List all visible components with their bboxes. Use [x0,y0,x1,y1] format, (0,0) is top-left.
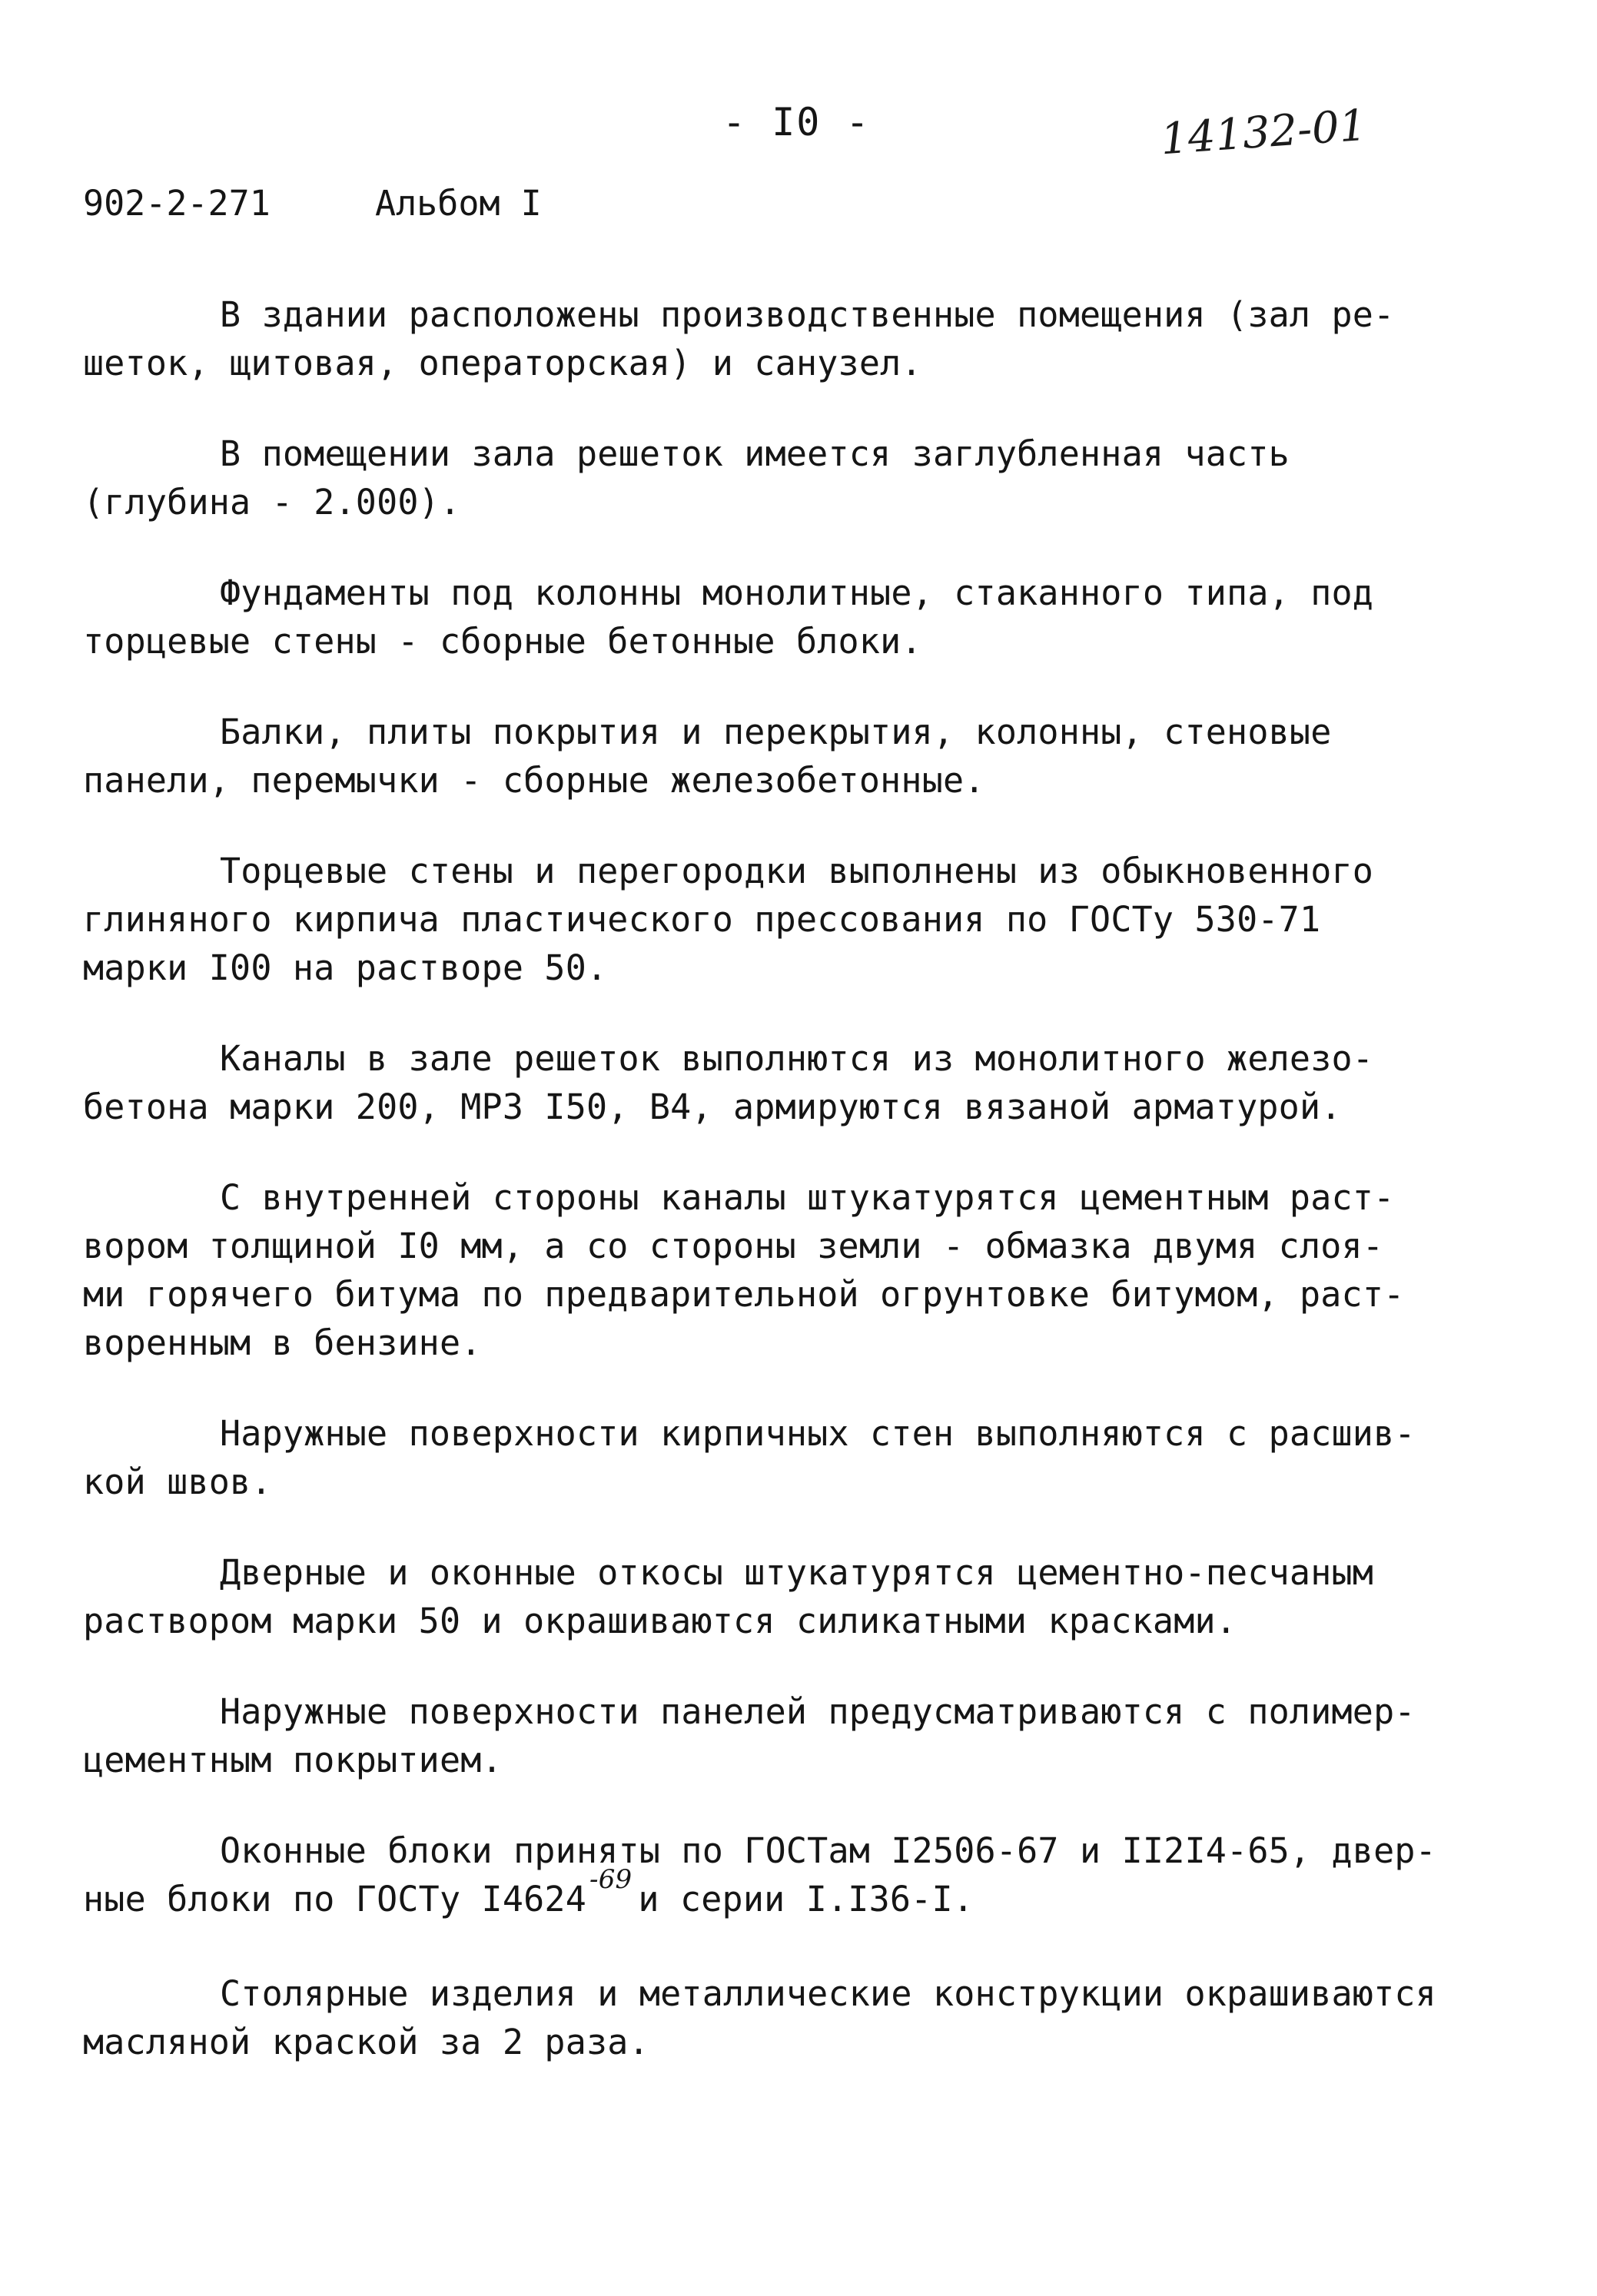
text-line: (глубина - 2.000). [83,482,461,523]
text-line: кой швов. [83,1462,272,1502]
paragraph [83,290,1528,387]
text-line: панели, перемычки - сборные железобетонные. [83,760,985,801]
paragraph [83,708,1528,805]
text-line: В помещении зала решеток имеется заглубленная часть [220,433,1290,474]
text-line: раствором марки 50 и окрашиваются силикатными красками. [83,1601,1237,1641]
text-line: марки I00 на растворе 50. [83,947,608,988]
paragraph [83,569,1528,665]
text-line: Столярные изделия и металлические конструкции окрашиваются [220,1973,1436,2014]
text-line: торцевые стены - сборные бетонные блоки. [83,621,922,662]
text-line: вором толщиной I0 мм, а со стороны земли - обмазка двумя слоя- [83,1226,1384,1266]
paragraph [83,1034,1528,1131]
text-line: Оконные блоки приняты по ГОСТам I2506-67 и II2I4-65, двер- [220,1830,1436,1871]
text-line: В здании расположены производственные помещения (зал ре- [220,294,1395,335]
document-code: 902-2-271 [83,183,271,224]
text-line: Торцевые стены и перегородки выполнены из обыкновенного [220,851,1374,891]
text-line: воренным в бензине. [83,1322,482,1363]
text-segment: и серии I.I36-I. [638,1879,974,1919]
text-line: С внутренней стороны каналы штукатурятся цементным раст- [220,1177,1395,1218]
text-line: бетона марки 200, МРЗ I50, В4, армируются вязаной арматурой. [83,1087,1342,1127]
handwritten-code: 14132-01 [1159,100,1369,165]
text-line: Фундаменты под колонны монолитные, стаканного типа, под [220,572,1374,613]
album-label: Альбом I [375,183,542,224]
paragraph [83,1173,1528,1367]
paragraph [83,1969,1528,2066]
paragraph [83,1687,1528,1784]
document-body [83,290,1528,2109]
text-line: шеток, щитовая, операторская) и санузел. [83,343,922,383]
text-line: Наружные поверхности кирпичных стен выполняются с расшив- [220,1413,1416,1454]
text-line: масляной краской за 2 раза. [83,2022,649,2062]
paragraph [83,1409,1528,1506]
text-line: Дверные и оконные откосы штукатурятся цементно-песчаным [220,1552,1374,1593]
paragraph [83,847,1528,992]
text-line: цементным покрытием. [83,1740,503,1780]
text-line: глиняного кирпича пластического прессования по ГОСТу 530-71 [83,899,1321,940]
text-line: Балки, плиты покрытия и перекрытия, колонны, стеновые [220,712,1332,752]
page-number: - I0 - [722,100,871,144]
text-line: ми горячего битума по предварительной огрунтовке битумом, раст- [83,1274,1405,1315]
paragraph [83,1548,1528,1645]
handwritten-superscript: -69 [589,1864,632,1895]
text-line: Наружные поверхности панелей предусматриваются с полимер- [220,1691,1416,1732]
paragraph [83,1827,1528,1927]
text-line [83,1864,1528,1927]
text-segment: ные блоки по ГОСТу I4624 [83,1879,587,1919]
paragraph [83,430,1528,526]
text-line: Каналы в зале решеток выполнются из монолитного железо- [220,1038,1374,1079]
